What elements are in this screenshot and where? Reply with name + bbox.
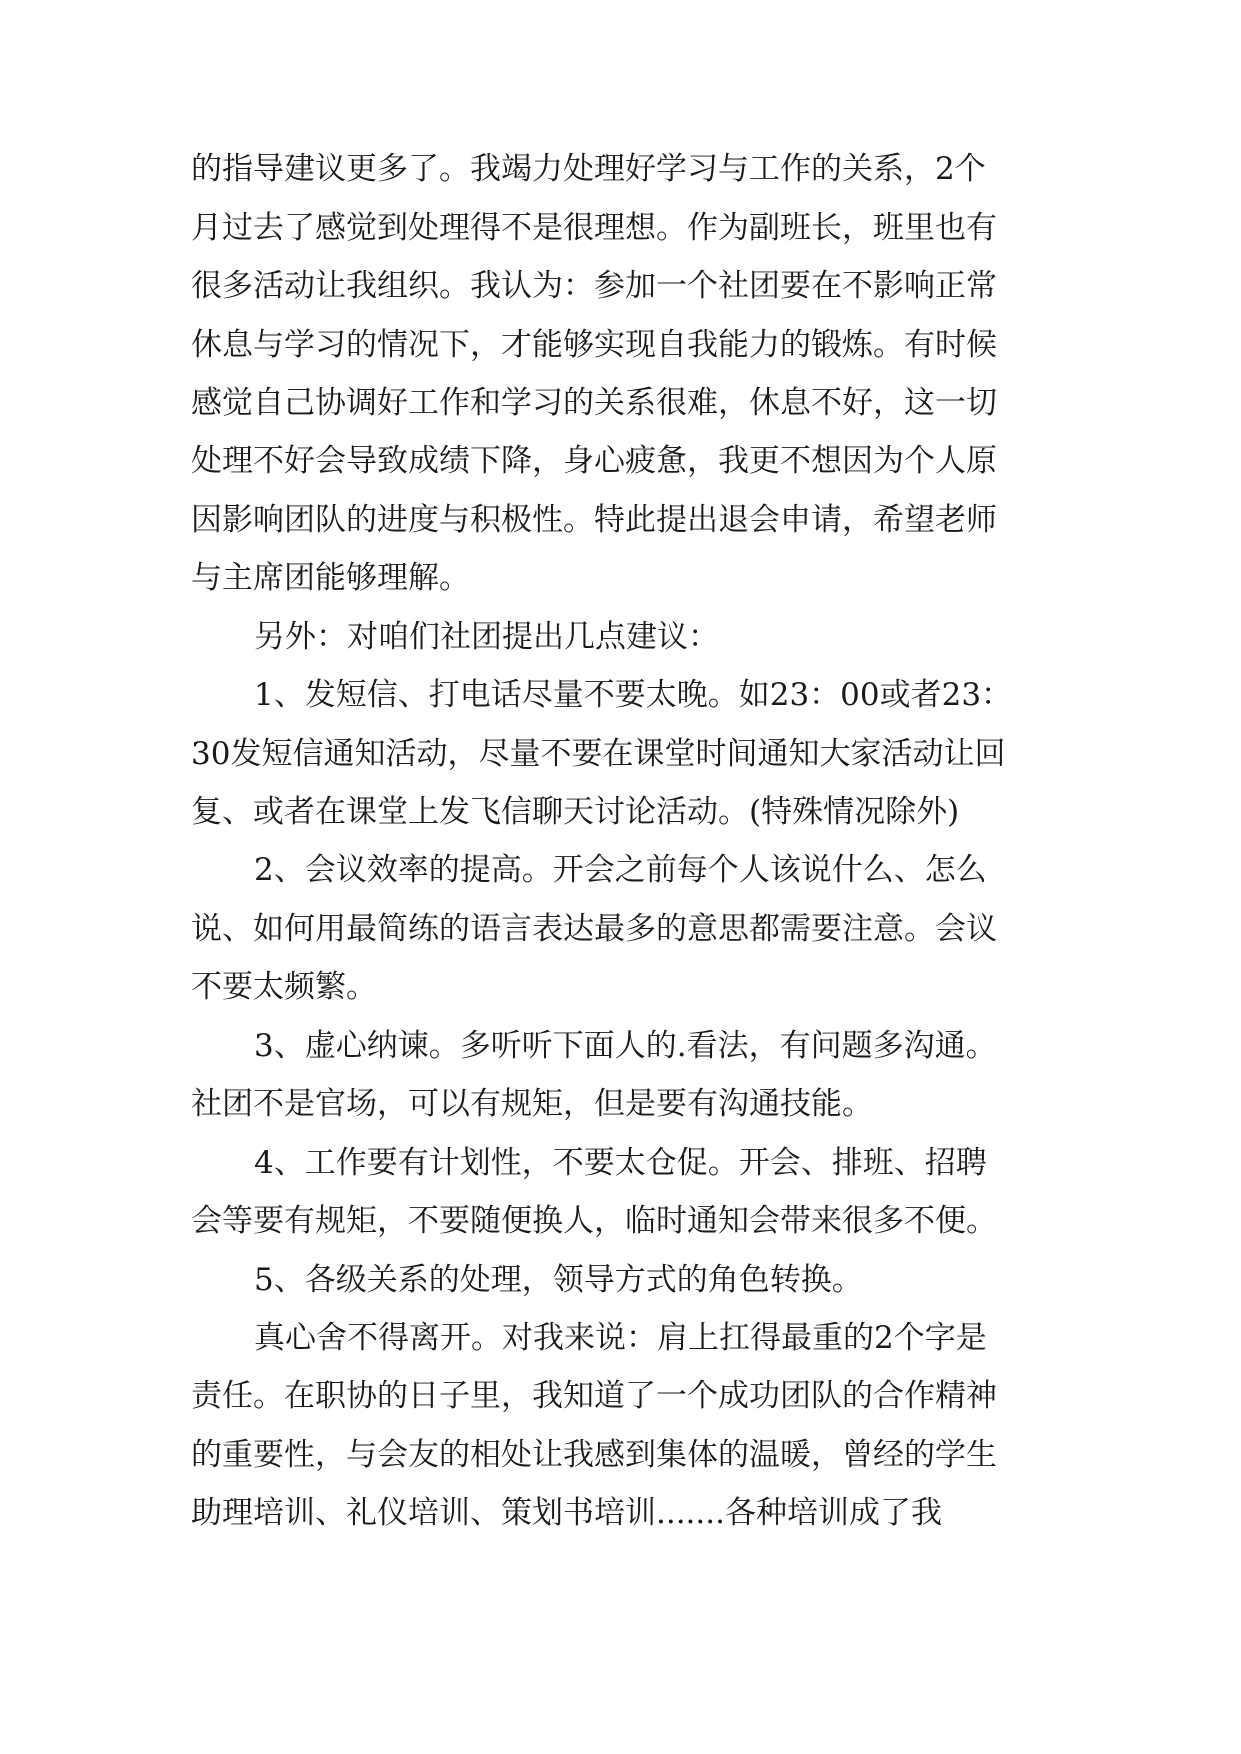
text-line: 助理培训、礼仪培训、策划书培训.......各种培训成了我	[191, 1495, 942, 1531]
text-line: 会等要有规矩，不要随便换人，临时通知会带来很多不便。	[191, 1203, 997, 1239]
text-line: 感觉自己协调好工作和学习的关系很难，休息不好，这一切	[191, 385, 997, 421]
text-line: 复、或者在课堂上发飞信聊天讨论活动。(特殊情况除外)	[191, 794, 960, 830]
text-line: 不要太频繁。	[191, 969, 377, 1005]
text-line: 30发短信通知活动，尽量不要在课堂时间通知大家活动让回	[191, 736, 1006, 772]
text-line: 很多活动让我组织。我认为：参加一个社团要在不影响正常	[191, 268, 997, 304]
text-line: 与主席团能够理解。	[191, 560, 470, 596]
text-line: 的重要性，与会友的相处让我感到集体的温暖，曾经的学生	[191, 1437, 997, 1473]
text-line: 说、如何用最简练的语言表达最多的意思都需要注意。会议	[191, 911, 997, 947]
text-line: 3、虚心纳谏。多听听下面人的.看法，有问题多沟通。	[254, 1028, 997, 1064]
text-line: 5、各级关系的处理，领导方式的角色转换。	[254, 1262, 863, 1298]
text-line: 2、会议效率的提高。开会之前每个人该说什么、怎么	[254, 852, 987, 888]
text-line: 责任。在职协的日子里，我知道了一个成功团队的合作精神	[191, 1378, 997, 1414]
text-line: 真心舍不得离开。对我来说：肩上扛得最重的2个字是	[254, 1320, 987, 1356]
text-line: 处理不好会导致成绩下降，身心疲惫，我更不想因为个人原	[191, 443, 997, 479]
text-line: 的指导建议更多了。我竭力处理好学习与工作的关系，2个	[191, 151, 986, 187]
text-line: 月过去了感觉到处理得不是很理想。作为副班长，班里也有	[191, 210, 997, 246]
text-line: 社团不是官场，可以有规矩，但是要有沟通技能。	[191, 1086, 873, 1122]
text-line: 因影响团队的进度与积极性。特此提出退会申请，希望老师	[191, 502, 997, 538]
text-line: 4、工作要有计划性，不要太仓促。开会、排班、招聘	[254, 1145, 987, 1181]
text-line: 休息与学习的情况下，才能够实现自我能力的锻炼。有时候	[191, 327, 997, 363]
text-line: 另外：对咱们社团提出几点建议：	[254, 619, 719, 655]
text-line: 1、发短信、打电话尽量不要太晚。如23：00或者23：	[254, 677, 1013, 713]
